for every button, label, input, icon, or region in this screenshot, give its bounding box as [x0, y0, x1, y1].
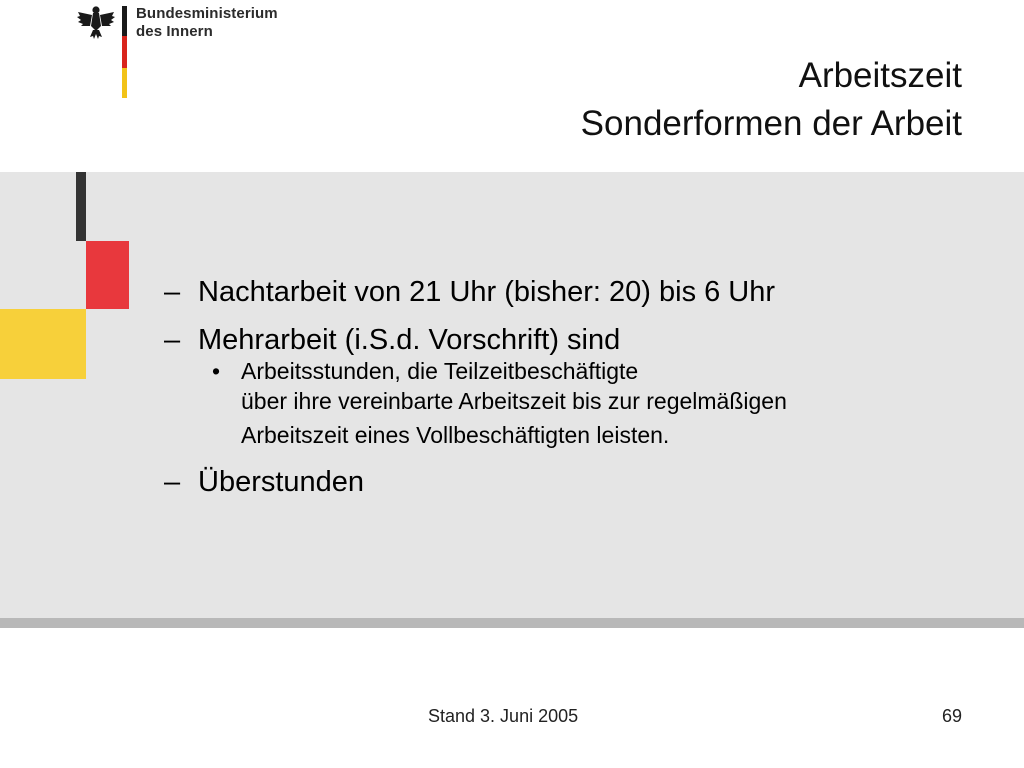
slide-title-line2: Sonderformen der Arbeit — [580, 104, 962, 143]
sub-item-line2: über ihre vereinbarte Arbeitszeit bis zur regelmäßigen — [241, 388, 787, 414]
bottom-divider — [0, 618, 1024, 628]
list-item-text: Nachtarbeit von 21 Uhr (bisher: 20) bis 6 Uhr — [198, 276, 776, 308]
slide-title — [581, 52, 962, 148]
footer-date: Stand 3. Juni 2005 — [428, 706, 579, 726]
list-item-overtime-regulation — [164, 320, 964, 360]
ministry-name-line2: des Innern — [136, 23, 213, 40]
sub-item-line3: Arbeitszeit eines Vollbeschäftigten leisten. — [241, 422, 670, 448]
list-item-night-work — [164, 272, 964, 312]
flag-stripe-black — [122, 6, 127, 36]
slide-title-line1: Arbeitszeit — [798, 56, 962, 95]
decor-block-red — [86, 241, 129, 309]
flag-stripe-red — [122, 36, 127, 68]
sub-item-line1: Arbeitsstunden, die Teilzeitbeschäftigte — [241, 358, 639, 384]
ministry-name — [136, 5, 278, 41]
list-item-text: Mehrarbeit (i.S.d. Vorschrift) sind — [198, 324, 621, 356]
dash-marker: – — [164, 324, 181, 356]
ministry-logo — [0, 0, 300, 100]
list-item-text: Überstunden — [198, 466, 365, 498]
decor-block-gold — [0, 309, 86, 379]
federal-eagle-icon — [76, 4, 116, 40]
sub-list-item — [164, 356, 964, 450]
bullet-list — [164, 272, 964, 502]
page-number: 69 — [941, 706, 962, 726]
ministry-name-line1: Bundesministerium — [136, 5, 278, 22]
bullet-marker: • — [212, 358, 221, 384]
dash-marker: – — [164, 276, 181, 308]
dash-marker: – — [164, 466, 181, 498]
list-item-overtime — [164, 462, 964, 502]
decor-block-black — [76, 172, 86, 241]
flag-stripe-gold — [122, 68, 127, 98]
